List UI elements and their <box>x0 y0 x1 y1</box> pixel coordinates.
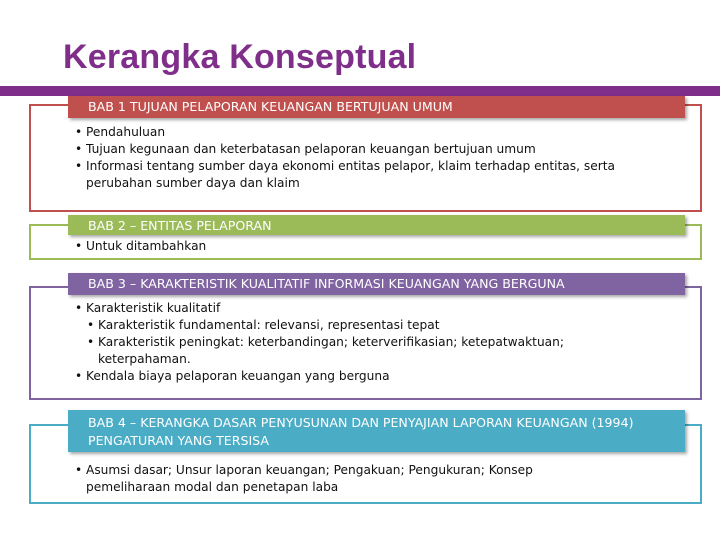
sub-list-item: • Karakteristik peningkat: keterbandingan; keterverifikasian; ketepatwaktuan; keterpahaman. <box>98 334 646 368</box>
list-item: • Tujuan kegunaan dan keterbatasan pelaporan keuangan bertujuan umum <box>86 141 651 158</box>
section-bab4-header: BAB 4 – KERANGKA DASAR PENYUSUNAN DAN PENYAJIAN LAPORAN KEUANGAN (1994) PENGATURAN YANG TERSISA <box>68 410 685 452</box>
section-bab1-list <box>86 124 651 192</box>
sub-list-item: • Karakteristik fundamental: relevansi, representasi tepat <box>98 317 646 334</box>
list-item: • Untuk ditambahkan <box>86 238 651 255</box>
list-item: • Kendala biaya pelaporan keuangan yang berguna <box>86 368 646 385</box>
list-item: • Informasi tentang sumber daya ekonomi entitas pelapor, klaim terhadap entitas, serta perubahan sumber daya dan klaim <box>86 158 651 192</box>
section-bab3-list <box>86 300 646 385</box>
section-bab2-header: BAB 2 – ENTITAS PELAPORAN <box>68 215 685 235</box>
section-bab2-list <box>86 238 651 255</box>
section-bab1-header: BAB 1 TUJUAN PELAPORAN KEUANGAN BERTUJUAN UMUM <box>68 96 685 118</box>
list-item <box>86 300 646 368</box>
list-item-text: Karakteristik kualitatif <box>86 301 221 315</box>
title-divider <box>0 86 720 96</box>
slide-title: Kerangka Konseptual <box>63 38 417 76</box>
section-bab3-header: BAB 3 – KARAKTERISTIK KUALITATIF INFORMASI KEUANGAN YANG BERGUNA <box>68 273 685 295</box>
list-item: • Pendahuluan <box>86 124 651 141</box>
list-item: • Asumsi dasar; Unsur laporan keuangan; Pengakuan; Pengukuran; Konsep pemeliharaan modal dan penetapan laba <box>86 462 606 496</box>
section-bab3-sublist <box>98 317 646 368</box>
section-bab4-list <box>86 462 606 496</box>
